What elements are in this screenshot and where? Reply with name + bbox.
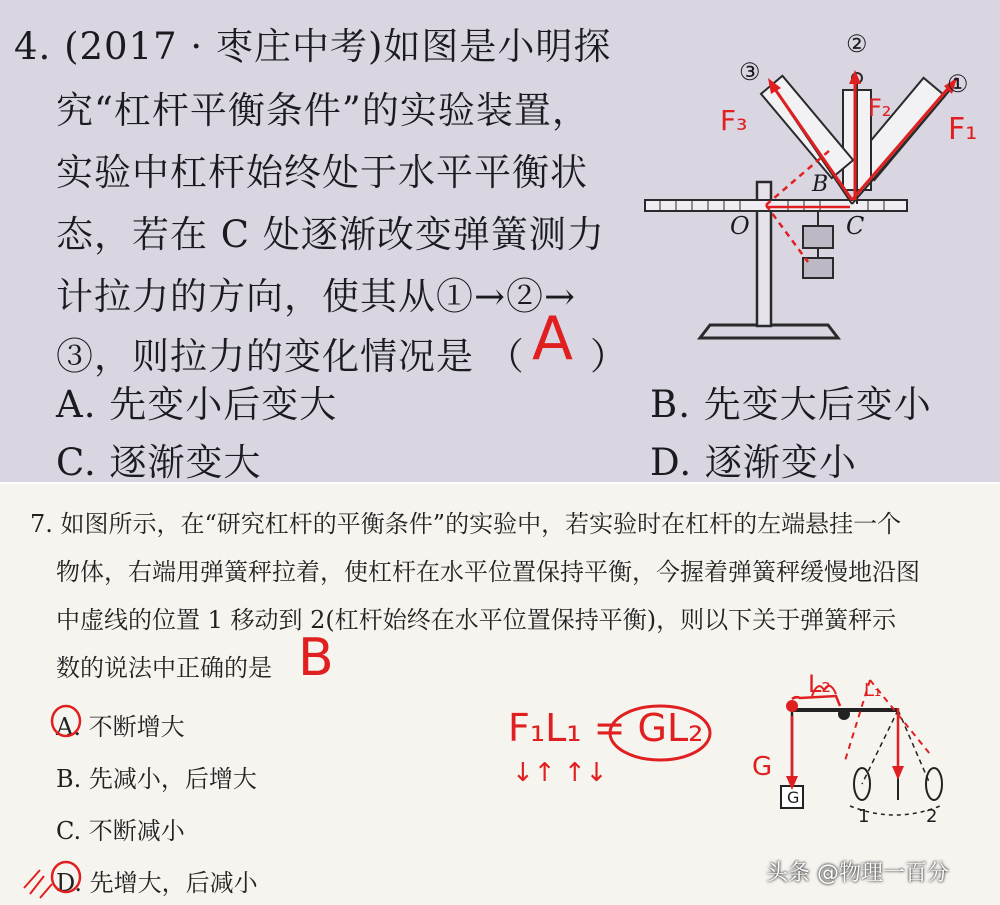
weight-upper: [803, 226, 833, 248]
label-O: O: [730, 212, 750, 240]
q7-line-2: 物体，右端用弹簧秤拉着，使杠杆在水平位置保持平衡，今握着弹簧秤缓慢地沿图: [56, 558, 920, 586]
circle-option-a: [52, 706, 80, 736]
q4-line-6: ③，则拉力的变化情况是 （: [56, 335, 525, 378]
q7-handwritten-answer: B: [298, 628, 334, 688]
q4-option-c: C. 逐渐变大: [56, 441, 262, 482]
q7-pos-2-line: [898, 710, 930, 784]
q7-option-d: D. 先增大，后减小: [56, 869, 258, 897]
q4-close-paren: ）: [590, 335, 628, 378]
label-circle-2: ②: [846, 30, 868, 58]
q4-line-2: 究“杠杆平衡条件”的实验装置，: [56, 89, 590, 132]
label-B: B: [812, 172, 829, 197]
handwritten-F1: F₁: [948, 112, 978, 147]
handwritten-F2: F₂: [868, 94, 892, 122]
q7-handwritten-L1: L₁: [864, 680, 882, 701]
q4-line-5: 计拉力的方向，使其从①→②→: [56, 275, 577, 318]
q7-option-c: C. 不断减小: [56, 817, 185, 845]
q4-handwritten-answer: A: [532, 304, 574, 374]
q7-line-1: 7. 如图所示，在“研究杠杆的平衡条件”的实验中，若实验时在杠杆的左端悬挂一个: [30, 510, 902, 538]
watermark: 头条 @物理一百分: [766, 861, 949, 886]
q7-handwritten-formula: F₁L₁ = GL₂: [508, 706, 704, 750]
q7-box-G: G: [787, 788, 800, 807]
q7-annotations-figure: [0, 484, 1000, 905]
q7-option-a: A. 不断增大: [56, 713, 185, 741]
label-circle-3: ③: [739, 58, 761, 86]
q4-option-d: D. 逐渐变小: [650, 441, 857, 482]
red-f3-arrow: [770, 82, 852, 200]
q7-line-3: 中虚线的位置 1 移动到 2(杠杆始终在水平位置保持平衡)，则以下关于弹簧秤示: [56, 606, 897, 634]
q7-option-b: B. 先减小，后增大: [56, 765, 257, 793]
q7-handwritten-L2: L₂: [808, 670, 831, 698]
q4-line-4: 态，若在 C 处逐渐改变弹簧测力: [56, 213, 605, 256]
q7-handwritten-arrows: ↓↑ ↑↓: [512, 758, 608, 788]
q7-handwritten-G: G: [752, 752, 773, 782]
handwritten-F3: F₃: [720, 104, 748, 137]
circle-option-d: [52, 862, 80, 892]
q7-pos-1-label: 1: [858, 806, 870, 827]
q4-line-1: 4. (2017 · 枣庄中考)如图是小明探: [14, 25, 612, 68]
q4-line-3: 实验中杠杆始终处于水平平衡状: [56, 151, 588, 194]
label-C: C: [846, 212, 865, 240]
q7-pos-2-label: 2: [926, 806, 938, 827]
red-arm-dashed-2: [766, 205, 808, 262]
q7-line-4: 数的说法中正确的是: [56, 654, 272, 682]
q4-option-a: A. 先变小后变大: [56, 383, 338, 426]
label-circle-1: ①: [947, 70, 969, 98]
q4-option-b: B. 先变大后变小: [650, 383, 932, 426]
question-7-panel: [0, 484, 1000, 905]
